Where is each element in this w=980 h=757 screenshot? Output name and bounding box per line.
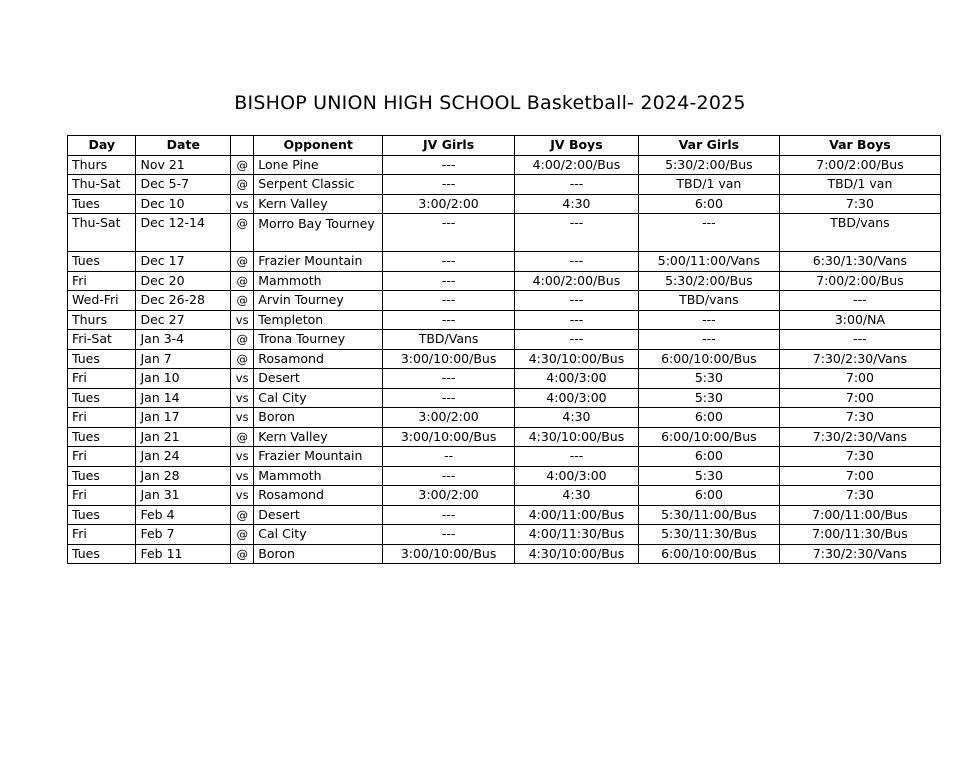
cell-day: Tues <box>68 252 136 272</box>
header-jv-boys: JV Boys <box>515 136 639 156</box>
table-row <box>68 349 941 369</box>
cell-day: Thurs <box>68 155 136 175</box>
cell-jv-girls: --- <box>383 525 515 545</box>
cell-home-away: @ <box>231 291 254 311</box>
cell-var-boys: --- <box>779 330 940 350</box>
cell-var-boys: 7:30 <box>779 486 940 506</box>
header-opponent: Opponent <box>254 136 383 156</box>
cell-day: Tues <box>68 466 136 486</box>
cell-date: Feb 7 <box>136 525 231 545</box>
cell-jv-girls: --- <box>383 155 515 175</box>
cell-jv-boys: --- <box>515 214 639 252</box>
header-day: Day <box>68 136 136 156</box>
cell-var-boys: 7:30 <box>779 194 940 214</box>
cell-opponent: Mammoth <box>254 466 383 486</box>
cell-var-girls: --- <box>638 330 779 350</box>
cell-var-boys: 7:00 <box>779 369 940 389</box>
header-row <box>68 136 941 156</box>
cell-home-away: @ <box>231 505 254 525</box>
cell-home-away: @ <box>231 271 254 291</box>
cell-day: Fri <box>68 486 136 506</box>
header-date: Date <box>136 136 231 156</box>
cell-var-boys: 7:00/11:30/Bus <box>779 525 940 545</box>
cell-home-away: @ <box>231 427 254 447</box>
cell-date: Jan 14 <box>136 388 231 408</box>
cell-home-away: @ <box>231 349 254 369</box>
header-var-girls: Var Girls <box>638 136 779 156</box>
cell-jv-boys: 4:30/10:00/Bus <box>515 427 639 447</box>
cell-opponent: Kern Valley <box>254 427 383 447</box>
cell-jv-boys: 4:30/10:00/Bus <box>515 544 639 564</box>
table-row <box>68 388 941 408</box>
table-row <box>68 330 941 350</box>
cell-jv-boys: --- <box>515 447 639 467</box>
cell-var-girls: 6:00/10:00/Bus <box>638 544 779 564</box>
cell-home-away: vs <box>231 369 254 389</box>
cell-jv-girls: 3:00/10:00/Bus <box>383 349 515 369</box>
cell-home-away: vs <box>231 466 254 486</box>
cell-opponent: Boron <box>254 544 383 564</box>
cell-jv-boys: --- <box>515 291 639 311</box>
cell-jv-boys: 4:00/2:00/Bus <box>515 271 639 291</box>
cell-day: Tues <box>68 427 136 447</box>
table-row <box>68 252 941 272</box>
cell-var-girls: TBD/vans <box>638 291 779 311</box>
cell-opponent: Cal City <box>254 525 383 545</box>
table-row <box>68 466 941 486</box>
cell-date: Nov 21 <box>136 155 231 175</box>
cell-var-boys: 7:00 <box>779 388 940 408</box>
cell-home-away: @ <box>231 330 254 350</box>
cell-var-boys: 7:30/2:30/Vans <box>779 427 940 447</box>
cell-date: Dec 27 <box>136 310 231 330</box>
header-home-away <box>231 136 254 156</box>
cell-jv-boys: 4:30 <box>515 408 639 428</box>
cell-var-girls: 6:00 <box>638 447 779 467</box>
cell-var-girls: 5:30 <box>638 388 779 408</box>
cell-jv-girls: 3:00/2:00 <box>383 486 515 506</box>
cell-var-boys: 7:30 <box>779 447 940 467</box>
cell-day: Thurs <box>68 310 136 330</box>
cell-date: Jan 21 <box>136 427 231 447</box>
schedule-table <box>67 135 941 564</box>
cell-var-boys: 3:00/NA <box>779 310 940 330</box>
cell-opponent: Templeton <box>254 310 383 330</box>
cell-var-boys: 7:00/2:00/Bus <box>779 271 940 291</box>
cell-home-away: @ <box>231 214 254 252</box>
cell-home-away: vs <box>231 486 254 506</box>
table-row <box>68 214 941 252</box>
cell-date: Dec 26-28 <box>136 291 231 311</box>
cell-var-boys: 6:30/1:30/Vans <box>779 252 940 272</box>
cell-date: Dec 17 <box>136 252 231 272</box>
cell-var-girls: 5:30 <box>638 466 779 486</box>
cell-jv-girls: --- <box>383 310 515 330</box>
cell-jv-boys: --- <box>515 330 639 350</box>
cell-jv-girls: TBD/Vans <box>383 330 515 350</box>
cell-day: Tues <box>68 194 136 214</box>
cell-jv-girls: --- <box>383 214 515 252</box>
cell-jv-girls: -- <box>383 447 515 467</box>
cell-opponent: Morro Bay Tourney <box>254 214 383 252</box>
cell-date: Jan 31 <box>136 486 231 506</box>
cell-var-boys: 7:00/11:00/Bus <box>779 505 940 525</box>
table-row <box>68 194 941 214</box>
cell-var-girls: TBD/1 van <box>638 175 779 195</box>
table-row <box>68 486 941 506</box>
table-row <box>68 271 941 291</box>
cell-jv-boys: 4:30 <box>515 486 639 506</box>
cell-opponent: Frazier Mountain <box>254 447 383 467</box>
cell-date: Jan 3-4 <box>136 330 231 350</box>
cell-day: Fri-Sat <box>68 330 136 350</box>
cell-day: Fri <box>68 271 136 291</box>
table-row <box>68 291 941 311</box>
cell-var-girls: 5:30/2:00/Bus <box>638 271 779 291</box>
cell-jv-boys: --- <box>515 310 639 330</box>
cell-jv-girls: --- <box>383 291 515 311</box>
table-row <box>68 447 941 467</box>
cell-date: Dec 5-7 <box>136 175 231 195</box>
cell-home-away: @ <box>231 525 254 545</box>
cell-day: Thu-Sat <box>68 214 136 252</box>
table-row <box>68 544 941 564</box>
cell-var-boys: TBD/1 van <box>779 175 940 195</box>
cell-opponent: Boron <box>254 408 383 428</box>
table-row <box>68 369 941 389</box>
cell-opponent: Rosamond <box>254 349 383 369</box>
cell-var-girls: --- <box>638 310 779 330</box>
cell-home-away: @ <box>231 175 254 195</box>
cell-opponent: Rosamond <box>254 486 383 506</box>
cell-var-boys: TBD/vans <box>779 214 940 252</box>
cell-date: Dec 20 <box>136 271 231 291</box>
cell-var-boys: 7:00 <box>779 466 940 486</box>
cell-jv-girls: 3:00/2:00 <box>383 194 515 214</box>
cell-home-away: @ <box>231 155 254 175</box>
cell-home-away: vs <box>231 388 254 408</box>
cell-date: Jan 10 <box>136 369 231 389</box>
table-row <box>68 427 941 447</box>
cell-date: Dec 10 <box>136 194 231 214</box>
table-row <box>68 505 941 525</box>
table-row <box>68 155 941 175</box>
cell-date: Feb 11 <box>136 544 231 564</box>
cell-var-girls: 5:30 <box>638 369 779 389</box>
table-row <box>68 408 941 428</box>
cell-date: Jan 7 <box>136 349 231 369</box>
cell-opponent: Kern Valley <box>254 194 383 214</box>
cell-jv-girls: --- <box>383 271 515 291</box>
cell-var-girls: 6:00/10:00/Bus <box>638 349 779 369</box>
cell-jv-boys: 4:00/2:00/Bus <box>515 155 639 175</box>
cell-var-boys: 7:30 <box>779 408 940 428</box>
cell-var-girls: 5:00/11:00/Vans <box>638 252 779 272</box>
table-row <box>68 525 941 545</box>
cell-home-away: vs <box>231 408 254 428</box>
cell-var-girls: 6:00 <box>638 194 779 214</box>
cell-opponent: Frazier Mountain <box>254 252 383 272</box>
cell-home-away: vs <box>231 310 254 330</box>
cell-home-away: @ <box>231 252 254 272</box>
cell-day: Tues <box>68 388 136 408</box>
cell-var-girls: 5:30/2:00/Bus <box>638 155 779 175</box>
cell-date: Dec 12-14 <box>136 214 231 252</box>
cell-var-boys: --- <box>779 291 940 311</box>
cell-var-girls: 6:00/10:00/Bus <box>638 427 779 447</box>
cell-jv-boys: 4:30 <box>515 194 639 214</box>
cell-var-boys: 7:00/2:00/Bus <box>779 155 940 175</box>
page-title: BISHOP UNION HIGH SCHOOL Basketball- 2024-2025 <box>234 92 746 114</box>
table-row <box>68 310 941 330</box>
cell-home-away: @ <box>231 544 254 564</box>
cell-date: Jan 17 <box>136 408 231 428</box>
cell-jv-girls: 3:00/10:00/Bus <box>383 427 515 447</box>
cell-jv-girls: --- <box>383 369 515 389</box>
cell-day: Tues <box>68 505 136 525</box>
cell-day: Thu-Sat <box>68 175 136 195</box>
cell-jv-boys: --- <box>515 175 639 195</box>
cell-jv-girls: --- <box>383 252 515 272</box>
cell-opponent: Lone Pine <box>254 155 383 175</box>
cell-date: Jan 24 <box>136 447 231 467</box>
cell-var-girls: 5:30/11:30/Bus <box>638 525 779 545</box>
cell-jv-boys: 4:00/3:00 <box>515 369 639 389</box>
cell-day: Tues <box>68 349 136 369</box>
cell-jv-girls: --- <box>383 466 515 486</box>
cell-home-away: vs <box>231 447 254 467</box>
cell-home-away: vs <box>231 194 254 214</box>
cell-opponent: Desert <box>254 369 383 389</box>
cell-jv-girls: 3:00/2:00 <box>383 408 515 428</box>
cell-date: Jan 28 <box>136 466 231 486</box>
cell-day: Fri <box>68 447 136 467</box>
cell-date: Feb 4 <box>136 505 231 525</box>
cell-var-boys: 7:30/2:30/Vans <box>779 349 940 369</box>
cell-var-girls: 6:00 <box>638 408 779 428</box>
cell-opponent: Trona Tourney <box>254 330 383 350</box>
cell-var-girls: --- <box>638 214 779 252</box>
cell-day: Tues <box>68 544 136 564</box>
cell-var-girls: 5:30/11:00/Bus <box>638 505 779 525</box>
cell-day: Fri <box>68 369 136 389</box>
cell-opponent: Desert <box>254 505 383 525</box>
header-var-boys: Var Boys <box>779 136 940 156</box>
cell-opponent: Arvin Tourney <box>254 291 383 311</box>
cell-opponent: Mammoth <box>254 271 383 291</box>
cell-day: Wed-Fri <box>68 291 136 311</box>
cell-jv-girls: --- <box>383 175 515 195</box>
cell-jv-boys: --- <box>515 252 639 272</box>
cell-var-girls: 6:00 <box>638 486 779 506</box>
cell-jv-girls: --- <box>383 505 515 525</box>
cell-jv-boys: 4:00/11:30/Bus <box>515 525 639 545</box>
cell-jv-girls: 3:00/10:00/Bus <box>383 544 515 564</box>
cell-var-boys: 7:30/2:30/Vans <box>779 544 940 564</box>
cell-jv-boys: 4:00/3:00 <box>515 388 639 408</box>
cell-jv-boys: 4:00/3:00 <box>515 466 639 486</box>
cell-jv-boys: 4:00/11:00/Bus <box>515 505 639 525</box>
cell-opponent: Serpent Classic <box>254 175 383 195</box>
cell-jv-boys: 4:30/10:00/Bus <box>515 349 639 369</box>
cell-day: Fri <box>68 408 136 428</box>
cell-opponent: Cal City <box>254 388 383 408</box>
cell-day: Fri <box>68 525 136 545</box>
cell-jv-girls: --- <box>383 388 515 408</box>
header-jv-girls: JV Girls <box>383 136 515 156</box>
table-row <box>68 175 941 195</box>
